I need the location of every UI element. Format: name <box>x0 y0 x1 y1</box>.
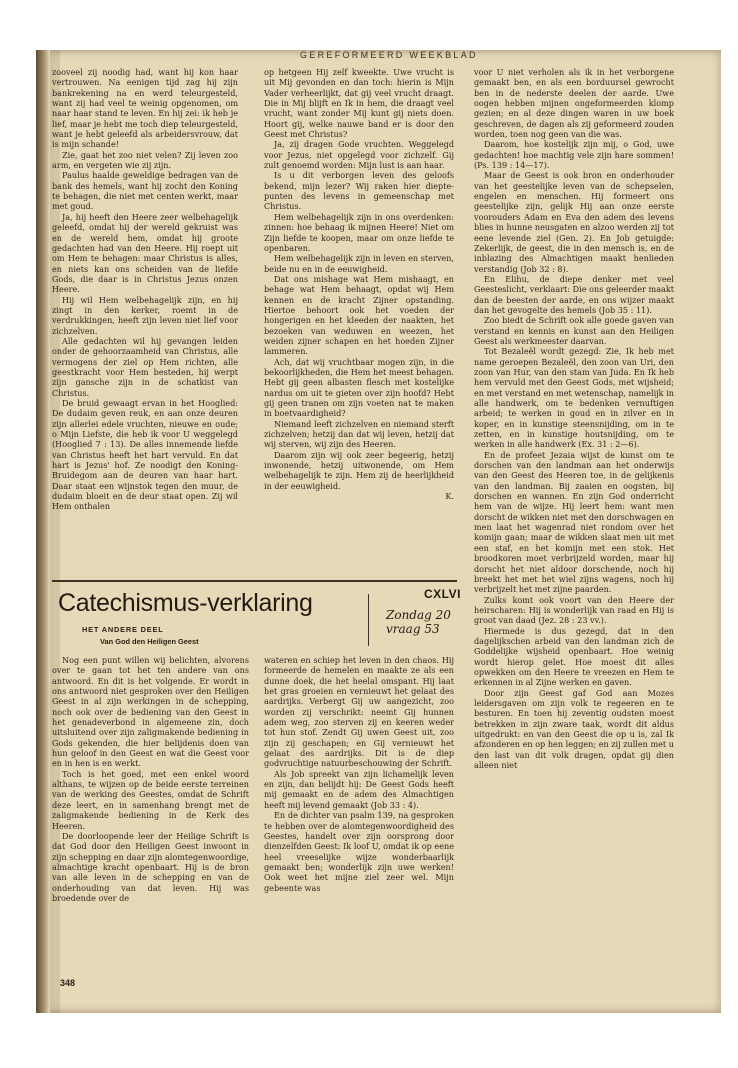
paragraph: Hem welbehagelijk zijn in leven en sterven, beide nu en in de eeuwigheid. <box>264 253 454 274</box>
paragraph: Door zijn Geest gaf God aan Mozes leidersgaven om zijn volk te regeeren en te besturen. En toen hij zeventig oudsten moest betrekken in zijn zware taak, wordt dit aldus uitgedrukt: en van den Geest die op u is, zal Ik afzonderen en op hen leggen; en zij zullen met u den last van dit volk dragen, opdat gij dien alleen niet <box>474 687 674 771</box>
paragraph: Zulks komt ook voort van den Heere der heirscharen: Hij is wonderlijk van raad en Hij is groot van daad (Jez. 28 : 23 vv.). <box>474 594 674 626</box>
section-title: Catechismus-verklaring <box>58 589 313 617</box>
page-number: 348 <box>60 978 76 988</box>
paragraph: Dat ons mishage wat Hem mishaagt, en behage wat Hem behaagt, opdat wij Hem kennen en de kracht Zijner opstanding. Hiertoe behoort ook het voeden der hongerigen en het kleeden der naakten, het bezoeken van weduwen en weezen, het weiden zijner schapen en het hoeden Zijner lammeren. <box>264 273 454 357</box>
heading-divider <box>368 594 369 646</box>
paragraph: Tot Bezaleël wordt gezegd: Zie, Ik heb met name geroepen Bezaleël, den zoon van Uri, den zoon van Hur, van den stam van Juda. En Ik heb hem vervuld met den Geest Gods, met wijsheid; en met verstand en met wetenschap, namelijk in alle handwerk, om te bedenken vernuftigen arbeid; te werken in goud en in zilver en in koper, en in kunstige steensnijding, om in te zetten, en in kunstige houtsnijding, om te werken in alle handwerk (Ex. 31 : 2—6). <box>474 346 674 450</box>
paragraph: wateren en schiep het leven in den chaos. Hij formeerde de hemelen en maakte ze als een dunne doek, die het heelal omspant. Hij laat het gras groeien en vernieuwt het gelaat des aardrijks. Verbergt Gij uw aangezicht, zoo worden zij verschrikt: neemt Gij hunnen adem weg, zoo sterven zij en keeren weder tot hun stof. Zendt Gij uwen Geest uit, zoo zijn zij geschapen; en Gij vernieuwt het gelaat des aardrijks. Dit is de diep godvruchtige natuurbeschouwing der Schrift. <box>264 655 454 769</box>
paragraph: En de profeet Jezaia wijst de kunst om te dorschen van den landman aan het onderwijs van den Geest des Heeren toe, in de gelijkenis van den landman. Bij zaaien en oogsten, bij dorschen en wannen. En zijn God onderricht hem van de wijze. Hij leert hem: want men dorscht de wikken niet met den dorschwagen en men laat het wagenrad niet rondom over het komijn gaan; maar de wikken slaat men uit met een staf, en het komijn met een stok. Het broodkoren moet verbrijzeld worden, maar hij dorscht het niet aldoor dorschende, noch hij breekt het met het wiel zijns wagens, noch hij verbrijzelt het met zijne paarden. <box>474 449 674 595</box>
column-top-1 <box>52 67 238 512</box>
paragraph: Hiermede is dus gezegd, dat in den dagelijkschen arbeid van den landman zich de Goddelijke wijsheid openbaart. Hoe weinig wordt hierop gelet. Hoe moest dit alles opwekken om den Heere te vreezen en Hem te erkennen in al Zijne werken en gaven. <box>474 625 674 688</box>
paragraph: De bruid gewaagt ervan in het Hooglied: De dudaim geven reuk, en aan onze deuren zijn allerlei edele vruchten, nieuwe en oude; o Mijn Liefste, die heb ik voor U weggelegd (Hooglied 7 : 13). De alles innemende liefde van Christus heeft het hart vervuld. En dat hart is Jezus' hof. Ze noodigt den Koning-Bruidegom aan de deuren van haar hart. Daar staat een wijnstok tegen den muur, de dudaim bloeit en de deur staat open. Zij wil Hem onthalen <box>52 398 238 512</box>
section-subtitle: Van God den Heiligen Geest <box>100 637 199 646</box>
paragraph: Als Job spreekt van zijn lichamelijk leven en zijn, dan belijdt hij: De Geest Gods heeft mij gemaakt en de adem des Almachtigen heeft mij levend gemaakt (Job 33 : 4). <box>264 768 454 810</box>
paragraph: Zoo biedt de Schrift ook alle goede gaven van verstand en kennis en kunst aan den Heiligen Geest als werkmeester daarvan. <box>474 315 674 346</box>
paragraph: Ach, dat wij vruchtbaar mogen zijn, in die bekoorlijkheden, die Hem het meest behagen. Hebt gij geen albasten flesch met kostelijke nardus om uit te gieten over zijn hoofd? Hebt gij geen tranen om zijn voeten nat te maken in boetvaardigheid? <box>264 356 454 419</box>
paragraph: Paulus haalde geweldige bedragen van de bank des hemels, want hij zocht den Koning te behagen, die niet met centen werkt, maar met goud. <box>52 170 238 212</box>
paragraph: Ja, zij dragen Gode vruchten. Weggelegd voor Jezus, niet opgelegd voor zichzelf. Gij zult genoemd worden: Mijn lust is aan haar. <box>264 139 454 171</box>
paragraph: En Elihu, de diepe denker met veel Geesteslicht, verklaart: Die ons geleerder maakt dan de beesten der aarde, en ons wijzer maakt dan het gevogelte des hemels (Job 35 : 11). <box>474 273 674 315</box>
sunday-reference <box>386 608 451 636</box>
paragraph: Zie, gaat het zoo niet velen? Zij leven zoo arm, en vergeten wie zij zijn. <box>52 149 238 171</box>
column-bottom-1 <box>52 655 249 903</box>
paragraph: De doorloopende leer der Heilige Schrift is dat God door den Heiligen Geest inwoont in zijn schepping en daar zijn alomtegenwoordige, almachtige kracht openbaart. Hij is de bron van alle leven in de schepping en van de onderhouding van dat leven. Hij was broedende over de <box>52 830 249 903</box>
sunday-label: Zondag 20 <box>386 608 451 622</box>
paragraph: Ja, hij heeft den Heere zeer welbehagelijk geleefd, omdat hij der wereld gekruist was en de wereld hem, omdat hij groote gedachten had van den Heere. Hij roept uit om Hem te behagen: maar Christus is alles, en niets kan ons scheiden van de liefde Gods, die daar is in Christus Jezus onzen Heere. <box>52 211 238 295</box>
paragraph: voor U niet verholen als ik in het verborgene gemaakt ben, en als een borduursel gewrocht ben in de nederste deelen der aarde. Uwe oogen hebben mijnen ongeformeerden klomp gezien; en al deze dingen waren in uw boek geschreven, de dagen als zij geformeerd zouden worden, toen nog geen van die was. <box>474 67 674 140</box>
paragraph: Maar de Geest is ook bron en onderhouder van het geestelijke leven van de schepselen, engelen en menschen. Hij formeert ons geestelijke zijn, gelijk Hij aan onze eerste voorouders Adam en Eva den adem des levens blies in hunne neusgaten en alzoo werden zij tot eene levende ziel (Gen. 2). En Job getuigde: Zekerlijk, de geest, die in den mensch is, en de inblazing des Almachtigen maakt henlieden verstandig (Job 32 : 8). <box>474 170 674 274</box>
column-right <box>474 67 674 770</box>
paragraph: zooveel zij noodig had, want hij kon haar vertrouwen. Na eenigen tijd zag hij zijn bankrekening na en werd teleurgesteld, want zij had veel te weinig opgenomen, om naar haar stand te leven. En hij zei: ik heb je lief, maar je hebt me toch diep teleurgesteld, want je hebt geleefd als arbeidersvrouw, dat is mijn schande! <box>52 67 238 150</box>
paragraph: Daarom zijn wij ook zeer begeerig, hetzij inwonende, hetzij uitwonende, om Hem welbehagelijk te zijn. Hem zij de heerlijkheid in der eeuwigheid. <box>264 449 454 491</box>
page-gutter <box>36 50 50 1013</box>
paragraph: Toch is het goed, met een enkel woord althans, te wijzen op de beide eerste terreinen van de werking des Geestes, omdat de Schrift deze leert, en in samenhang brengt met de zaligmakende bediening in de Kerk des Heeren. <box>52 768 249 831</box>
paragraph: Niemand leeft zichzelven en niemand sterft zichzelven; hetzij dan dat wij leven, hetzij dat wij sterven, wij zijn des Heeren. <box>264 418 454 450</box>
paragraph: Daarom, hoe kostelijk zijn mij, o God, uwe gedachten! hoe machtig vele zijn hare sommen! (Ps. 139 : 14—17). <box>474 139 674 171</box>
issue-number: CXLVI <box>424 587 461 601</box>
column-bottom-2 <box>264 655 454 893</box>
section-rule <box>52 580 457 582</box>
scan-margin <box>0 0 738 50</box>
paragraph: Is u dit verborgen leven des geloofs bekend, mijn lezer? Wij raken hier diepte-punten des levens in gemeenschap met Christus. <box>264 170 454 212</box>
question-label: vraag 53 <box>386 622 440 636</box>
paragraph: op hetgeen Hij zelf kweekte. Uwe vrucht is uit Mij gevonden en dan toch: hierin is Mijn Vader verheerlijkt, dat gij veel vrucht draagt. Die in Mij blijft en Ik in hem, die draagt veel vrucht, want zonder Mij kunt gij niets doen. Hoort gij, welke nauwe band er is door den Geest met Christus? <box>264 67 454 140</box>
author-signature: K. <box>445 491 454 502</box>
paragraph: Nog een punt willen wij belichten, alvorens over te gaan tot het ten andere van ons antwoord. En dit is het volgende. Er wordt in ons antwoord niet gesproken over den Heiligen Geest in al zijn werkingen in de schepping, noch ook over de bediening van den Geest in het genadeverbond in algemeene zin, doch uitsluitend over zijn zaligmakende bediening in Gods gekenden, die hier belijdenis doen van hun geloof in den Geest en wat die Geest voor en in hen is en werkt. <box>52 655 249 769</box>
running-title: GEREFORMEERD WEEKBLAD <box>300 50 478 60</box>
paragraph: Hem welbehagelijk zijn in ons overdenken: zinnen: hoe behaag ik mijnen Heere! Niet om Zijn liefde te koopen, maar om onze liefde te openbaren. <box>264 211 454 253</box>
column-top-2 <box>264 67 454 501</box>
section-part: HET ANDERE DEEL <box>82 625 164 634</box>
paragraph: Hij wil Hem welbehagelijk zijn, en hij zingt in den kerker, roemt in de verdrukkingen, heeft zijn leven niet lief voor zichzelven. <box>52 294 238 336</box>
paragraph: En de dichter van psalm 139, na gesproken te hebben over de alomtegenwoordigheid des Geestes, handelt over zijn oorsprong door dienzelfden Geest: Ik loof U, omdat ik op eene heel vreeselijke wijze wonderbaarlijk gemaakt ben; wonderlijk zijn uwe werken! Ook weet het mijne ziel zeer wel. Mijn gebeente was <box>264 810 454 893</box>
paragraph: Alle gedachten wil hij gevangen leiden onder de gehoorzaamheid van Christus, alle vermogens der ziel op Hem richten, alle geestkracht voor Hem besteden, hij werpt zijn gansche zijn in de schatkist van Christus. <box>52 335 238 398</box>
